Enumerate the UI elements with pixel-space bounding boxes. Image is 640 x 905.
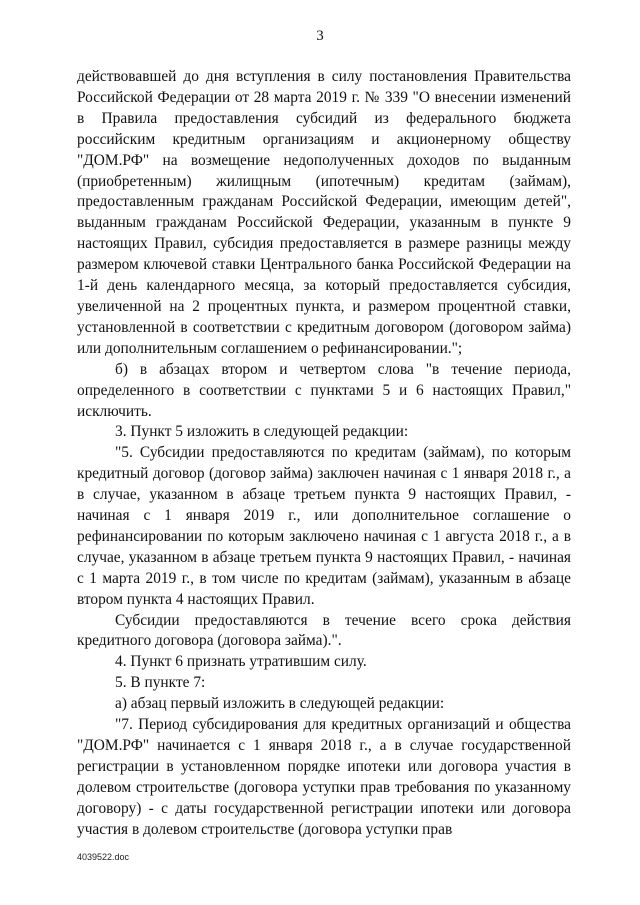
footer-document-id: 4039522.doc [77,852,130,862]
document-body [77,67,571,841]
paragraph-subitem-b: б) в абзацах втором и четвертом слова "в течение периода, определенного в соответствии с пунктами 5 и 6 настоящих Правил," исключить. [77,360,571,420]
paragraph-quote-item-7: "7. Период субсидирования для кредитных организаций и общества "ДОМ.РФ" начинается с 1 января 2018 г., а в случае государственной регистрации в установленном порядке ипотеки или договора участия в долевом строительстве (договора уступки прав требования по указанному договору) - с даты государственной регистрации ипотеки или договора участия в долевом строительстве (договора уступки прав [77,716,571,838]
paragraph-item-3: 3. Пункт 5 изложить в следующей редакции: [115,423,409,441]
paragraph-quote-item-5: "5. Субсидии предоставляются по кредитам (займам), по которым кредитный договор (договор займа) заключен начиная с 1 января 2018 г., а в случае, указанном в абзаце третьем пункта 9 настоящих Правил, - начиная с 1 января 2019 г., или дополнительное соглашение о рефинансировании по которым заключено начиная с 1 августа 2018 г., а в случае, указанном в абзаце третьем пункта 9 настоящих Правил, - начиная с 1 марта 2019 г., в том числе по кредитам (займам), указанным в абзаце втором пункта 4 настоящих Правил. [77,444,571,608]
paragraph-subsidy-term: Субсидии предоставляются в течение всего срока действия кредитного договора (договора займа).". [77,611,571,650]
paragraph-item-5: 5. В пункте 7: [115,674,206,692]
paragraph-item-4: 4. Пункт 6 признать утратившим силу. [115,653,367,671]
paragraph-continuation: действовавшей до дня вступления в силу постановления Правительства Российской Федерации от 28 марта 2019 г. № 339 "О внесении изменений в Правила предоставления субсидий из федерального бюджета российским кредитным организациям и акционерному обществу "ДОМ.РФ" на возмещение недополученных доходов по выданным (приобретенным) жилищным (ипотечным) кредитам (займам), предоставленным гражданам Российской Федерации, имеющим детей", выданным гражданам Российской Федерации, указанным в пункте 9 настоящих Правил, субсидия предоставляется в размере разницы между размером ключевой ставки Центрального банка Российской Федерации на 1-й день календарного месяца, за который предоставляется субсидия, увеличенной на 2 процентных пункта, и размером процентной ставки, установленной в соответствии с кредитным договором (договором займа) или дополнительным соглашением о рефинансировании."; [77,68,571,357]
page-number: 3 [316,28,324,44]
paragraph-subitem-a: а) абзац первый изложить в следующей редакции: [115,695,445,713]
